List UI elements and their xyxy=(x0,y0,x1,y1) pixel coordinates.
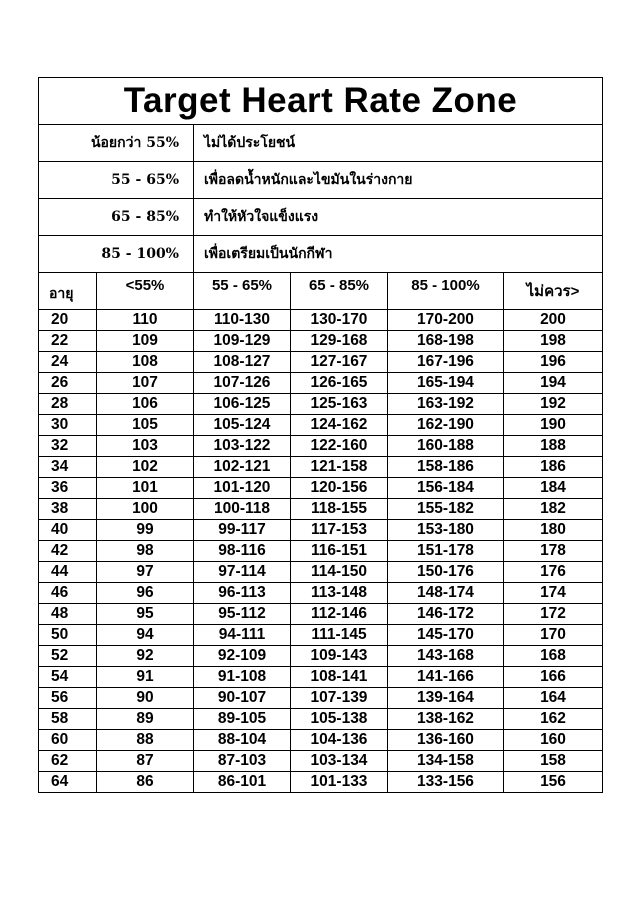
cell-85-100: 133-156 xyxy=(388,772,504,793)
cell-age: 34 xyxy=(39,457,97,478)
cell-below-55: 108 xyxy=(97,352,194,373)
cell-not-exceed: 162 xyxy=(504,709,603,730)
column-header-row xyxy=(39,273,603,310)
cell-below-55: 91 xyxy=(97,667,194,688)
table-row xyxy=(39,373,603,394)
heart-rate-sheet xyxy=(38,77,602,793)
table-row xyxy=(39,772,603,793)
table-row xyxy=(39,436,603,457)
zone-row xyxy=(39,162,603,199)
cell-85-100: 165-194 xyxy=(388,373,504,394)
cell-55-65: 88-104 xyxy=(194,730,291,751)
column-header-age: อายุ xyxy=(39,273,97,310)
cell-not-exceed: 196 xyxy=(504,352,603,373)
cell-65-85: 127-167 xyxy=(291,352,388,373)
cell-below-55: 89 xyxy=(97,709,194,730)
cell-55-65: 96-113 xyxy=(194,583,291,604)
cell-85-100: 156-184 xyxy=(388,478,504,499)
table-row xyxy=(39,310,603,331)
cell-not-exceed: 160 xyxy=(504,730,603,751)
page-title: Target Heart Rate Zone xyxy=(123,81,518,120)
column-header-55-65: 55 - 65% xyxy=(194,273,291,310)
cell-65-85: 104-136 xyxy=(291,730,388,751)
cell-below-55: 105 xyxy=(97,415,194,436)
table-row xyxy=(39,709,603,730)
cell-65-85: 109-143 xyxy=(291,646,388,667)
column-header-below-55: <55% xyxy=(97,273,194,310)
cell-65-85: 107-139 xyxy=(291,688,388,709)
cell-age: 46 xyxy=(39,583,97,604)
cell-age: 42 xyxy=(39,541,97,562)
cell-65-85: 117-153 xyxy=(291,520,388,541)
cell-below-55: 90 xyxy=(97,688,194,709)
cell-65-85: 101-133 xyxy=(291,772,388,793)
cell-below-55: 96 xyxy=(97,583,194,604)
cell-below-55: 109 xyxy=(97,331,194,352)
cell-85-100: 160-188 xyxy=(388,436,504,457)
cell-not-exceed: 170 xyxy=(504,625,603,646)
cell-below-55: 88 xyxy=(97,730,194,751)
table-row xyxy=(39,562,603,583)
cell-55-65: 92-109 xyxy=(194,646,291,667)
cell-not-exceed: 166 xyxy=(504,667,603,688)
cell-85-100: 143-168 xyxy=(388,646,504,667)
zone-row xyxy=(39,199,603,236)
cell-not-exceed: 184 xyxy=(504,478,603,499)
cell-not-exceed: 186 xyxy=(504,457,603,478)
table-row xyxy=(39,499,603,520)
cell-below-55: 98 xyxy=(97,541,194,562)
cell-age: 22 xyxy=(39,331,97,352)
cell-age: 38 xyxy=(39,499,97,520)
cell-below-55: 92 xyxy=(97,646,194,667)
cell-not-exceed: 180 xyxy=(504,520,603,541)
title-cell xyxy=(39,78,603,125)
cell-55-65: 106-125 xyxy=(194,394,291,415)
cell-age: 32 xyxy=(39,436,97,457)
cell-55-65: 95-112 xyxy=(194,604,291,625)
cell-below-55: 103 xyxy=(97,436,194,457)
cell-below-55: 106 xyxy=(97,394,194,415)
zone-range: 55 - 65% xyxy=(39,162,194,199)
column-header-85-100: 85 - 100% xyxy=(388,273,504,310)
cell-55-65: 99-117 xyxy=(194,520,291,541)
column-header-65-85: 65 - 85% xyxy=(291,273,388,310)
cell-85-100: 153-180 xyxy=(388,520,504,541)
cell-below-55: 95 xyxy=(97,604,194,625)
cell-55-65: 110-130 xyxy=(194,310,291,331)
cell-65-85: 114-150 xyxy=(291,562,388,583)
cell-65-85: 113-148 xyxy=(291,583,388,604)
cell-55-65: 87-103 xyxy=(194,751,291,772)
cell-55-65: 103-122 xyxy=(194,436,291,457)
cell-age: 56 xyxy=(39,688,97,709)
cell-below-55: 94 xyxy=(97,625,194,646)
cell-age: 20 xyxy=(39,310,97,331)
cell-55-65: 108-127 xyxy=(194,352,291,373)
cell-below-55: 97 xyxy=(97,562,194,583)
cell-65-85: 125-163 xyxy=(291,394,388,415)
cell-65-85: 103-134 xyxy=(291,751,388,772)
cell-age: 52 xyxy=(39,646,97,667)
cell-age: 36 xyxy=(39,478,97,499)
cell-age: 58 xyxy=(39,709,97,730)
cell-55-65: 98-116 xyxy=(194,541,291,562)
cell-65-85: 130-170 xyxy=(291,310,388,331)
heart-rate-table xyxy=(38,77,603,793)
zone-row xyxy=(39,125,603,162)
cell-85-100: 148-174 xyxy=(388,583,504,604)
cell-below-55: 107 xyxy=(97,373,194,394)
cell-65-85: 118-155 xyxy=(291,499,388,520)
cell-not-exceed: 200 xyxy=(504,310,603,331)
table-row xyxy=(39,667,603,688)
zone-range: 65 - 85% xyxy=(39,199,194,236)
zone-range: 85 - 100% xyxy=(39,236,194,273)
cell-not-exceed: 164 xyxy=(504,688,603,709)
cell-65-85: 124-162 xyxy=(291,415,388,436)
cell-85-100: 158-186 xyxy=(388,457,504,478)
cell-55-65: 101-120 xyxy=(194,478,291,499)
cell-55-65: 97-114 xyxy=(194,562,291,583)
table-row xyxy=(39,352,603,373)
cell-65-85: 121-158 xyxy=(291,457,388,478)
cell-85-100: 139-164 xyxy=(388,688,504,709)
cell-below-55: 102 xyxy=(97,457,194,478)
cell-age: 62 xyxy=(39,751,97,772)
cell-85-100: 138-162 xyxy=(388,709,504,730)
cell-age: 40 xyxy=(39,520,97,541)
cell-below-55: 100 xyxy=(97,499,194,520)
cell-below-55: 110 xyxy=(97,310,194,331)
cell-age: 48 xyxy=(39,604,97,625)
cell-55-65: 107-126 xyxy=(194,373,291,394)
cell-not-exceed: 190 xyxy=(504,415,603,436)
cell-not-exceed: 178 xyxy=(504,541,603,562)
cell-age: 28 xyxy=(39,394,97,415)
table-row xyxy=(39,646,603,667)
cell-below-55: 99 xyxy=(97,520,194,541)
cell-55-65: 86-101 xyxy=(194,772,291,793)
cell-65-85: 122-160 xyxy=(291,436,388,457)
cell-not-exceed: 182 xyxy=(504,499,603,520)
cell-85-100: 155-182 xyxy=(388,499,504,520)
cell-55-65: 105-124 xyxy=(194,415,291,436)
table-row xyxy=(39,751,603,772)
cell-85-100: 136-160 xyxy=(388,730,504,751)
cell-not-exceed: 168 xyxy=(504,646,603,667)
cell-not-exceed: 192 xyxy=(504,394,603,415)
cell-85-100: 141-166 xyxy=(388,667,504,688)
cell-below-55: 86 xyxy=(97,772,194,793)
cell-85-100: 170-200 xyxy=(388,310,504,331)
cell-age: 64 xyxy=(39,772,97,793)
cell-85-100: 151-178 xyxy=(388,541,504,562)
table-row xyxy=(39,520,603,541)
table-row xyxy=(39,541,603,562)
cell-85-100: 145-170 xyxy=(388,625,504,646)
cell-85-100: 163-192 xyxy=(388,394,504,415)
cell-65-85: 126-165 xyxy=(291,373,388,394)
cell-65-85: 129-168 xyxy=(291,331,388,352)
cell-below-55: 87 xyxy=(97,751,194,772)
cell-not-exceed: 172 xyxy=(504,604,603,625)
cell-55-65: 94-111 xyxy=(194,625,291,646)
cell-65-85: 112-146 xyxy=(291,604,388,625)
zone-description: เพื่อลดน้ำหนักและไขมันในร่างกาย xyxy=(194,162,603,199)
cell-85-100: 168-198 xyxy=(388,331,504,352)
cell-not-exceed: 176 xyxy=(504,562,603,583)
cell-55-65: 102-121 xyxy=(194,457,291,478)
table-row xyxy=(39,457,603,478)
zone-row xyxy=(39,236,603,273)
table-row xyxy=(39,478,603,499)
cell-age: 30 xyxy=(39,415,97,436)
table-row xyxy=(39,394,603,415)
cell-85-100: 167-196 xyxy=(388,352,504,373)
table-row xyxy=(39,625,603,646)
cell-age: 26 xyxy=(39,373,97,394)
cell-55-65: 90-107 xyxy=(194,688,291,709)
cell-85-100: 134-158 xyxy=(388,751,504,772)
cell-age: 50 xyxy=(39,625,97,646)
cell-65-85: 116-151 xyxy=(291,541,388,562)
column-header-not-exceed: ไม่ควร> xyxy=(504,273,603,310)
cell-85-100: 150-176 xyxy=(388,562,504,583)
table-row xyxy=(39,604,603,625)
cell-65-85: 111-145 xyxy=(291,625,388,646)
cell-not-exceed: 174 xyxy=(504,583,603,604)
cell-not-exceed: 158 xyxy=(504,751,603,772)
cell-55-65: 91-108 xyxy=(194,667,291,688)
cell-65-85: 108-141 xyxy=(291,667,388,688)
cell-65-85: 105-138 xyxy=(291,709,388,730)
table-row xyxy=(39,583,603,604)
zone-range: น้อยกว่า 55% xyxy=(39,125,194,162)
cell-age: 60 xyxy=(39,730,97,751)
cell-55-65: 109-129 xyxy=(194,331,291,352)
zone-description: เพื่อเตรียมเป็นนักกีฬา xyxy=(194,236,603,273)
cell-55-65: 89-105 xyxy=(194,709,291,730)
cell-65-85: 120-156 xyxy=(291,478,388,499)
cell-not-exceed: 188 xyxy=(504,436,603,457)
cell-age: 24 xyxy=(39,352,97,373)
cell-not-exceed: 198 xyxy=(504,331,603,352)
table-row xyxy=(39,730,603,751)
cell-not-exceed: 194 xyxy=(504,373,603,394)
table-row xyxy=(39,415,603,436)
cell-not-exceed: 156 xyxy=(504,772,603,793)
cell-55-65: 100-118 xyxy=(194,499,291,520)
table-row xyxy=(39,331,603,352)
cell-age: 54 xyxy=(39,667,97,688)
cell-85-100: 162-190 xyxy=(388,415,504,436)
table-row xyxy=(39,688,603,709)
zone-description: ทำให้หัวใจแข็งแรง xyxy=(194,199,603,236)
cell-age: 44 xyxy=(39,562,97,583)
cell-85-100: 146-172 xyxy=(388,604,504,625)
zone-description: ไม่ได้ประโยชน์ xyxy=(194,125,603,162)
cell-below-55: 101 xyxy=(97,478,194,499)
